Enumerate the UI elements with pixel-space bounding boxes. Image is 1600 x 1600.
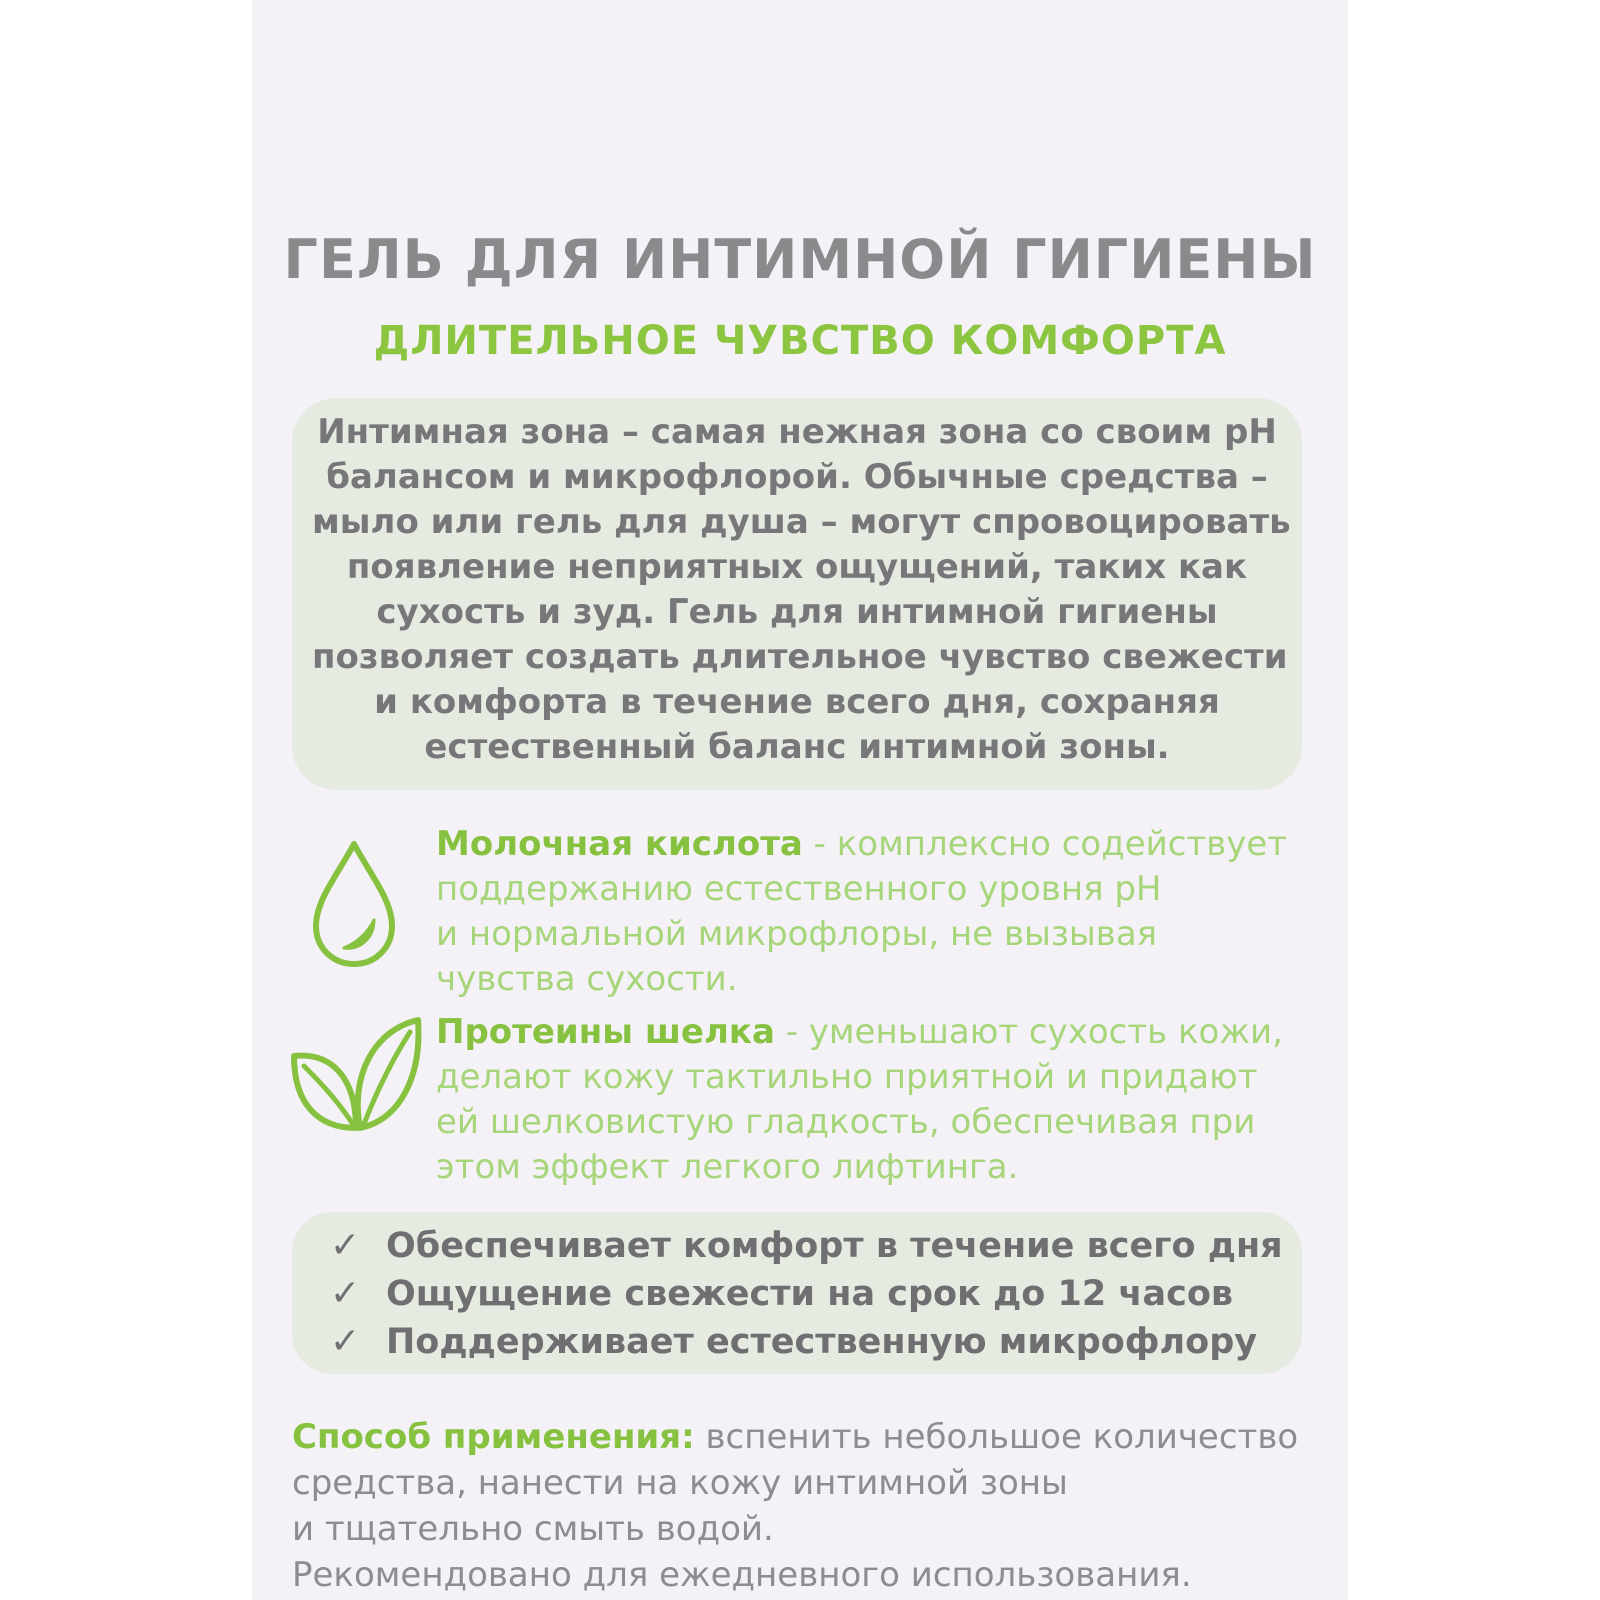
feature-name: Молочная кислота: [436, 824, 803, 864]
check-icon: ✓: [330, 1321, 361, 1362]
drop-icon: [308, 838, 400, 970]
feature-text: ей шелковистую гладкость, обеспечивая при: [436, 1102, 1256, 1142]
feature-text: делают кожу тактильно приятной и придают: [436, 1057, 1258, 1097]
product-title: ГЕЛЬ ДЛЯ ИНТИМНОЙ ГИГИЕНЫ: [283, 228, 1317, 291]
feature-text: поддержанию естественного уровня pH: [436, 869, 1162, 909]
intro-text: [312, 410, 1291, 770]
intro-line: Интимная зона – самая нежная зона со своим pH: [317, 412, 1277, 452]
feature-text: этом эффект легкого лифтинга.: [436, 1147, 1019, 1187]
product-subtitle: ДЛИТЕЛЬНОЕ ЧУВСТВО КОМФОРТА: [373, 318, 1227, 364]
benefit-text: Обеспечивает комфорт в течение всего дня: [386, 1226, 1283, 1266]
intro-line: сухость и зуд. Гель для интимной гигиены: [376, 592, 1218, 632]
feature-lactic-acid: [436, 822, 1326, 1002]
usage-instructions: [292, 1414, 1332, 1598]
intro-line: балансом и микрофлорой. Обычные средства –: [326, 457, 1268, 497]
benefit-item: [330, 1318, 1290, 1366]
intro-line: естественный баланс интимной зоны.: [424, 727, 1170, 767]
benefit-item: [330, 1270, 1290, 1318]
usage-text: вспенить небольшое количество: [694, 1417, 1299, 1457]
benefits-list: [330, 1222, 1290, 1366]
feature-name: Протеины шелка: [436, 1012, 775, 1052]
usage-label: Способ применения:: [292, 1417, 695, 1457]
feature-text: и нормальной микрофлоры, не вызывая: [436, 914, 1158, 954]
usage-text: средства, нанести на кожу интимной зоны: [292, 1463, 1068, 1503]
intro-line: и комфорта в течение всего дня, сохраняя: [374, 682, 1220, 722]
benefit-text: Ощущение свежести на срок до 12 часов: [386, 1274, 1234, 1314]
feature-text: - комплексно содействует: [802, 824, 1288, 864]
feature-silk-proteins: [436, 1010, 1326, 1190]
intro-line: позволяет создать длительное чувство свежести: [312, 637, 1288, 677]
check-icon: ✓: [330, 1273, 361, 1314]
benefit-text: Поддерживает естественную микрофлору: [386, 1322, 1258, 1362]
intro-line: мыло или гель для душа – могут спровоцировать: [312, 502, 1291, 542]
leaf-icon: [290, 1016, 424, 1134]
intro-line: появление неприятных ощущений, таких как: [346, 547, 1248, 587]
feature-text: чувства сухости.: [436, 959, 738, 999]
benefit-item: [330, 1222, 1290, 1270]
feature-text: - уменьшают сухость кожи,: [774, 1012, 1283, 1052]
usage-text: Рекомендовано для ежедневного использования.: [292, 1555, 1192, 1595]
usage-text: и тщательно смыть водой.: [292, 1509, 774, 1549]
check-icon: ✓: [330, 1225, 361, 1266]
